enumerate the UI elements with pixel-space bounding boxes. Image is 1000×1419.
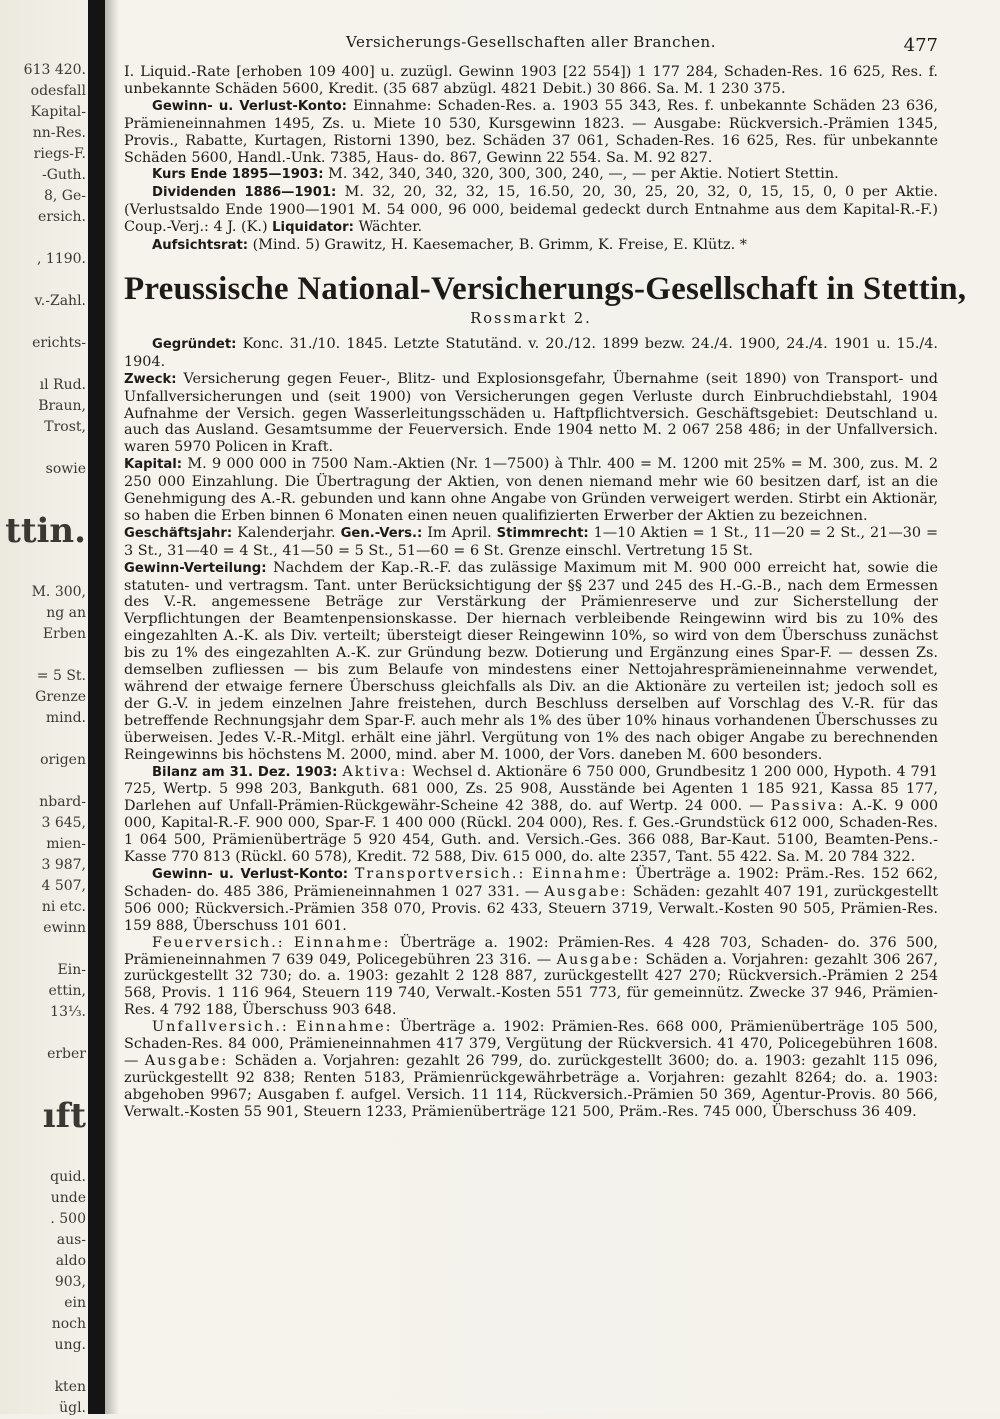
- prev-aufsichtsrat: [124, 237, 938, 255]
- margin-fragment: [0, 270, 86, 291]
- bilanz-label: Bilanz am 31. Dez. 1903:: [152, 764, 338, 780]
- margin-fragment: 903,: [54, 1274, 86, 1290]
- margin-fragment: = 5 St.: [36, 668, 86, 684]
- prev-liq-label: Liquidator:: [272, 220, 354, 236]
- prev-gv-label: Gewinn- u. Verlust-Konto:: [152, 98, 347, 114]
- margin-fragment: [0, 771, 86, 792]
- gvk-label: Gewinn- u. Verlust-Konto:: [152, 866, 349, 882]
- bilanz-aktiva-label: Aktiva:: [342, 763, 408, 780]
- margin-fragment: Erben: [42, 626, 86, 642]
- kapital-text: M. 9 000 000 in 7500 Nam.-Aktien (Nr. 1—7500) à Thlr. 400 = M. 1200 mit 25% = M. 300, zus. M. 2 250 000 Einzahlung. Die Übertragung der Aktien, von denen niemand mehr wie 60 besitzen darf, ist an die Genehmigung des A.-R. gebunden und kann ohne Angabe von Gründen verweigert werden. Stirbt ein Aktionär, so haben die Erben binnen 6 Monaten einen neuen qualifizierten Erwerber der Aktien zu bezeichnen.: [124, 456, 938, 524]
- margin-fragment: [0, 645, 86, 666]
- margin-fragment: ersich.: [38, 209, 86, 225]
- prev-kurs-label: Kurs Ende 1895—1903:: [152, 167, 324, 183]
- feuer-einnahme-label: Einnahme:: [293, 934, 391, 951]
- margin-fragment: ıl Rud.: [39, 377, 86, 393]
- margin-fragment: 4 507,: [41, 878, 86, 894]
- margin-fragment: v.-Zahl.: [34, 293, 86, 309]
- previous-entry: [124, 64, 938, 255]
- margin-fragment: aldo: [55, 1253, 86, 1269]
- feuer-label: Feuerversich.:: [152, 934, 285, 951]
- zweck-label: Zweck:: [124, 371, 177, 387]
- margin-fragment: Braun,: [38, 398, 86, 414]
- margin-fragment: Grenze: [35, 689, 86, 705]
- geschaeftsjahr: [124, 525, 938, 560]
- gvk-ausgabe-label: Ausgabe:: [544, 883, 628, 900]
- book-binding: [88, 0, 105, 1414]
- unfall-label: Unfallversich.:: [152, 1019, 289, 1036]
- margin-fragment: [0, 1356, 86, 1377]
- margin-fragment: [0, 939, 86, 960]
- margin-fragment: [0, 228, 86, 249]
- prev-div-label: Dividenden 1886—1901:: [152, 185, 337, 201]
- gj-text: Kalenderjahr.: [237, 524, 336, 541]
- margin-fragment: [0, 561, 86, 582]
- margin-fragment: ung.: [54, 1337, 86, 1353]
- unfall-ausgabe-text: Schäden a. Vorjahren: gezahlt 26 799, do. zurückgestellt 3600; do. a. 1903: gezahlt 115 096, zurückgestellt 92 838; Renten 5183, Prämienrückgewährbeträge a. Vorjahren: gezahlt 8264; do. a. 1903: abgehoben 9967; Ausgaben f. aufgel. Versich. 11 114, Rückversich.-Prämien 50 369, Agentur-Provis. 80 566, Verwalt.-Kosten 55 901, Steuern 1233, Prämienüberträge 121 500, Präm.-Res. 745 000, Überschuss 36 409.: [124, 1052, 938, 1120]
- margin-fragment: erber: [47, 1046, 86, 1062]
- gj-label: Geschäftsjahr:: [124, 525, 233, 541]
- margin-fragment: mien-: [46, 836, 86, 852]
- feuer-einnahme-text: Überträge a. 1902: Prämien-Res. 4 428 703, Schaden- do. 376 500, Prämieneinnahmen 7 639 049, Policegebühren 23 316. —: [124, 934, 938, 968]
- margin-fragment: [0, 438, 86, 459]
- gv-konto-unfall: [124, 1019, 938, 1120]
- margin-fragment: unde: [50, 1190, 86, 1206]
- unfall-ausgabe-label: Ausgabe:: [144, 1052, 229, 1069]
- margin-fragment: 613 420.: [23, 62, 86, 78]
- stimmrecht-label: Stimmrecht:: [496, 525, 589, 541]
- gen-vers-label: Gen.-Vers.:: [340, 525, 423, 541]
- margin-fragment: [0, 354, 86, 375]
- bilanz-passiva-label: Passiva:: [770, 798, 846, 815]
- binding-shadow: [105, 0, 119, 1414]
- page-number: 477: [903, 35, 938, 56]
- bilanz-aktiva-text: Wechsel d. Aktionäre 6 750 000, Grundbesitz 1 200 000, Hypoth. 4 791 725, Wertp. 5 998 203, Bankguth. 681 000, Zs. 25 908, Ausstände bei Agenten 1 185 921, Kassa 85 177, Darlehen auf Unfall-Prämien-Rückgewähr-Scheine 42 388, do. auf Wertp. 24 000. —: [124, 763, 939, 815]
- margin-fragment: kten: [54, 1379, 86, 1395]
- gegruendet-text: Konc. 31./10. 1845. Letzte Statutänd. v. 20./12. 1899 bezw. 24./4. 1900, 24./4. 1901 u. 15./4. 1904.: [124, 335, 938, 370]
- zweck: [124, 371, 938, 457]
- kapital-label: Kapital:: [124, 457, 183, 473]
- margin-fragment: . 500: [50, 1211, 86, 1227]
- zweck-text: Versicherung gegen Feuer-, Blitz- und Explosionsgefahr, Übernahme (seit 1890) von Transport- und Unfallversicherungen und (seit 1900) von Versicherungen gegen Verluste durch Einbruchdiebstahl, 1904 Aufnahme der Versich. gegen Wasserleitungsschäden u. Haftpflichtversich. Geschäftsgebiet: Deutschland u. auch das Ausland. Gesamtsumme der Feuerversich. Ende 1904 netto M. 2 067 258 486; in der Unfallversich. waren 5970 Policen in Kraft.: [124, 370, 939, 456]
- margin-fragment: quid.: [50, 1169, 86, 1185]
- margin-fragment: 13⅓.: [50, 1004, 86, 1020]
- margin-fragment: ügl.: [59, 1400, 86, 1416]
- gvk-transport-label: Transportversich.:: [354, 865, 526, 882]
- margin-fragment: M. 300,: [31, 584, 86, 600]
- margin-fragment: , 1190.: [37, 251, 86, 267]
- prev-gv-text: Einnahme: Schaden-Res. a. 1903 55 343, Res. f. unbekannte Schäden 23 636, Prämieneinnahmen 1495, Zs. u. Miete 10 530, Kursgewinn 1823. — Ausgabe: Rückversich.-Prämien 1345, Provis., Rabatte, Kurtagen, Ristorni 1390, bez. Schäden 37 061, Schaden-Res. 16 625, Res. für unbekannte Schäden 5600, Handl.-Unk. 7385, Haus- do. 867, Gewinn 22 554. Sa. M. 92 827.: [124, 97, 938, 166]
- gv-konto-transport: [124, 866, 938, 935]
- margin-fragment: nbard-: [39, 794, 86, 810]
- prev-balance-line: I. Liquid.-Rate [erhoben 109 400] u. zuzügl. Gewinn 1903 [22 554]) 1 177 284, Schaden-Res. 16 625, Res. f. unbekannte Schäden 5600, Kredit. (35 687 abzügl. 4821 Debit.) 30 866. Sa. M. 1 230 375.: [124, 64, 938, 97]
- margin-fragment: [0, 312, 86, 333]
- margin-fragment: ıft: [42, 1096, 86, 1136]
- bilanz-passiva-text: A.-K. 9 000 000, Kapital-R.-F. 900 000, Spar-F. 1 400 000 (Rückl. 204 000), Res. f. Ges.-Grundstück 612 000, Schaden-Res. 1 064 500, Prämienüberträge 5 920 454, Guth. and. Versich.-Ges. 366 088, Bar-Kaut. 5100, Beamten-Pens.-Kasse 770 813 (Rückl. 60 578), Kredit. 72 588, Div. 615 000, do. alte 2357, Tant. 55 422. Sa. M. 20 784 322.: [124, 798, 939, 866]
- running-head-title: Versicherungs-Gesellschaften aller Branchen.: [346, 33, 716, 51]
- prev-kurs: [124, 166, 938, 184]
- margin-fragment: odesfall: [30, 83, 86, 99]
- margin-fragment: Trost,: [44, 419, 86, 435]
- margin-fragment: [0, 1023, 86, 1044]
- margin-fragment: [0, 480, 86, 501]
- gegruendet: [124, 336, 938, 371]
- margin-fragment: [0, 729, 86, 750]
- stimmrecht-text: 1—10 Aktien = 1 St., 11—20 = 2 St., 21—30 = 3 St., 31—40 = 4 St., 41—50 = 5 St., 51—60 = 6 St. Grenze einschl. Vertretung 15 St.: [124, 524, 939, 559]
- margin-fragment: noch: [51, 1316, 86, 1332]
- margin-fragment: sowie: [45, 461, 86, 477]
- unfall-einnahme-text: Überträge a. 1902: Prämien-Res. 668 000, Prämienüberträge 105 500, Schaden-Res. 84 000, Prämieneinnahmen 417 379, Vergütung der Rückversich. 41 470, Policegebühren 1608. —: [124, 1019, 939, 1069]
- gewv-label: Gewinn-Verteilung:: [124, 560, 267, 576]
- margin-fragment: ttin.: [5, 511, 86, 551]
- feuer-ausgabe-text: Schäden a. Vorjahren: gezahlt 306 267, zurückgestellt 32 730; do. a. 1903: gezahlt 2 128 887, zurückgestellt 427 270; Rückversich.-Prämien 2 254 568, Provis. 1 116 964, Steuern 119 740, Verwalt.-Kosten 551 773, für gemeinnütz. Zwecke 37 946, Prämien-Res. 4 792 188, Überschuss 903 648.: [124, 951, 939, 1019]
- feuer-ausgabe-label: Ausgabe:: [556, 951, 641, 968]
- unfall-einnahme-label: Einnahme:: [295, 1019, 393, 1036]
- margin-fragment: ewinn: [43, 920, 86, 936]
- margin-fragment: ein: [64, 1295, 86, 1311]
- gewinn-verteilung: [124, 560, 938, 764]
- prev-kurs-text: M. 342, 340, 340, 320, 300, 300, 240, —, — per Aktie. Notiert Stettin.: [328, 166, 839, 183]
- prev-gv-konto: [124, 98, 938, 167]
- gvk-einnahme-text: Überträge a. 1902: Präm.-Res. 152 662, Schaden- do. 485 386, Prämieneinnahmen 1 027 331. —: [124, 865, 939, 900]
- margin-fragment: nn-Res.: [32, 125, 86, 141]
- running-head: [124, 30, 938, 60]
- prev-div-text: M. 32, 20, 32, 32, 15, 16.50, 20, 30, 25, 20, 32, 0, 15, 15, 0, 0 per Aktie. (Verlustsaldo Ende 1900—1901 M. 54 000, 96 000, beidemal gedeckt durch Entnahme aus dem Kapital-R.-F.) Coup.-Verj.: 4 J. (K.): [124, 184, 938, 236]
- company-address: Rossmarkt 2.: [470, 309, 592, 327]
- margin-fragment: riegs-F.: [33, 146, 86, 162]
- gv-konto-feuer: [124, 935, 938, 1020]
- gen-vers-text: Im April.: [427, 524, 492, 541]
- margin-fragment: 8, Ge-: [43, 188, 86, 204]
- prev-dividenden: [124, 184, 938, 237]
- margin-fragment: ng an: [46, 605, 86, 621]
- margin-fragment: Kapital-: [30, 104, 86, 120]
- prev-auf-label: Aufsichtsrat:: [152, 238, 249, 254]
- kapital: [124, 456, 938, 525]
- prev-auf-text: (Mind. 5) Grawitz, H. Kaesemacher, B. Grimm, K. Freise, E. Klütz. *: [252, 237, 747, 254]
- page-content: [124, 30, 967, 1121]
- margin-fragment: erichts-: [32, 335, 86, 351]
- gvk-einnahme-label: Einnahme:: [532, 865, 629, 882]
- margin-fragment: ni etc.: [41, 899, 86, 915]
- margin-fragment: mind.: [45, 710, 86, 726]
- gegruendet-label: Gegründet:: [152, 336, 237, 352]
- bilanz: [124, 764, 938, 866]
- previous-page-margin: [0, 60, 86, 1419]
- margin-fragment: [0, 1065, 86, 1086]
- margin-fragment: -Guth.: [41, 167, 86, 183]
- margin-fragment: 3 645,: [41, 815, 86, 831]
- margin-fragment: origen: [40, 752, 86, 768]
- gewv-text: Nachdem der Kap.-R.-F. das zulässige Maximum mit M. 900 000 erreicht hat, sowie die statuten- und vertragsm. Tant. unter Berücksichtigung der §§ 237 und 245 des H.-G.-B., nach dem Ermessen des V.-R. angemessene Beträge zur Verstärkung der Prämienreserve und zur Sicherstellung der Verpflichtungen der Beamtenpensionskasse. Der hiernach verbleibende Reingewinn wird bis zu 10% des eingezahlten A.-K. als Div. verteilt; übersteigt dieser Reingewinn 10%, so wird von dem Überschuss zunächst bis zu 1% des eingezahlten A.-K. zur Gründung bezw. Dotierung und Ergänzung eines Spar-F. — dessen Zs. demselben zufliessen — bis zum Belaufe von mindestens einer Nettojahresprämieneinnahme verwendet, während der etwaige fernere Überschuss gleichfalls als Div. an die Aktionäre zu verteilen ist; jedoch soll es der G.-V. in jedem einzelnen Jahre freistehen, durch Beschluss derselben auf Vorschlag des V.-R. für das betreffende Rechnungsjahr dem Spar-F. auch mehr als 1% des über 10% hinaus vorhandenen Überschusses zu überweisen. Jedes V.-R.-Mitgl. erhält eine jährl. Vergütung von 1% des nach obiger Angabe zu berechnenden Reingewinns bis höchstens M. 2000, mind. aber M. 1000, der Vors. daneben M. 600 besonders.: [124, 559, 939, 763]
- margin-fragment: aus-: [56, 1232, 86, 1248]
- margin-fragment: 3 987,: [41, 857, 86, 873]
- prev-liq-text: Wächter.: [358, 219, 423, 236]
- gvk-ausgabe-text: Schäden: gezahlt 407 191, zurückgestellt 506 000; Rückversich.-Prämien 358 070, Provis. 62 433, Steuern 3719, Verwalt.-Kosten 90 505, Prämien-Res. 159 888, Überschuss 101 601.: [124, 883, 939, 934]
- margin-fragment: Ein-: [57, 962, 86, 978]
- margin-fragment: ettin,: [48, 983, 86, 999]
- company-title: Preussische National-Versicherungs-Gesellschaft in Stettin,: [124, 270, 967, 307]
- margin-fragment: [0, 1146, 86, 1167]
